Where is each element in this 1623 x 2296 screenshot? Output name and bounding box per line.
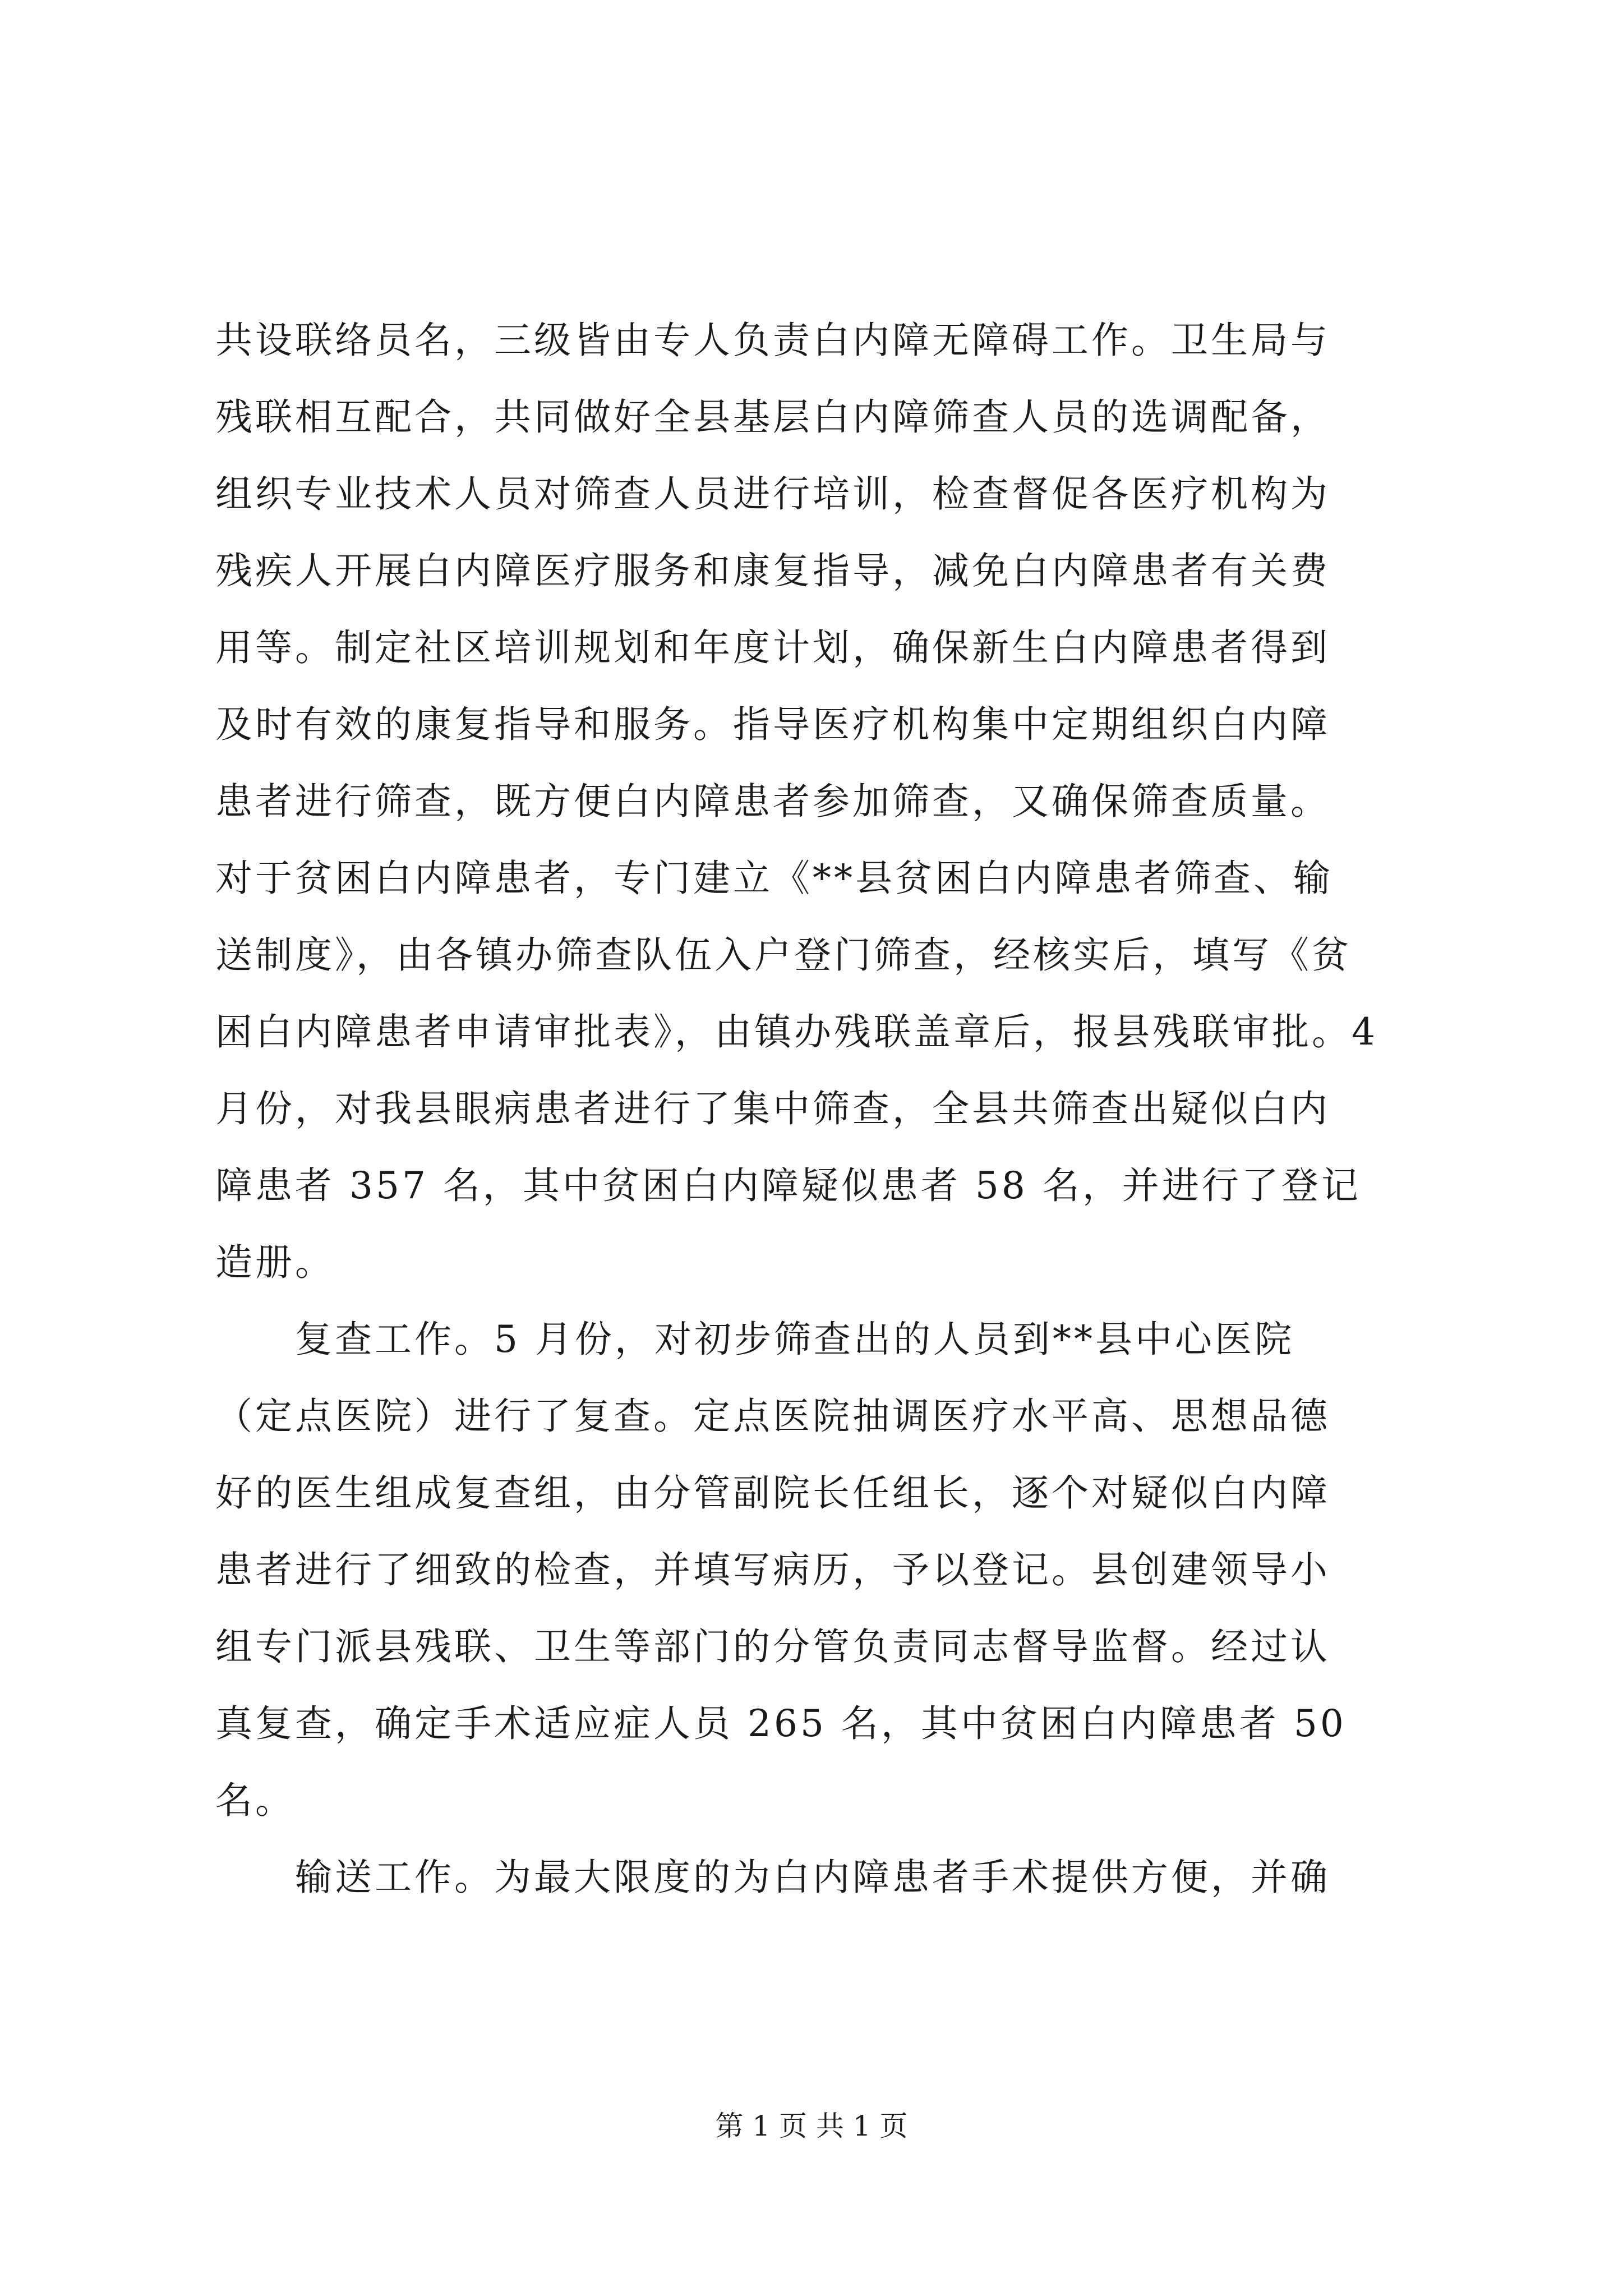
page-footer: 第 1 页 共 1 页	[715, 2110, 908, 2142]
text-line: 患者进行筛查，既方便白内障患者参加筛查，又确保筛查质量。	[215, 780, 1330, 823]
text-line: 困白内障患者申请审批表》，由镇办残联盖章后，报县残联审批。4	[215, 1010, 1378, 1053]
text-line: 及时有效的康复指导和服务。指导医疗机构集中定期组织白内障	[215, 703, 1330, 746]
text-line: 共设联络员名，三级皆由专人负责白内障无障碍工作。卫生局与	[215, 319, 1330, 362]
document-body	[215, 302, 1438, 1916]
text-line: 对于贫困白内障患者，专门建立《**县贫困白内障患者筛查、输	[215, 857, 1333, 900]
text-line: 送制度》，由各镇办筛查队伍入户登门筛查，经核实后，填写《贫	[215, 933, 1352, 977]
text-line: 障患者 357 名，其中贫困白内障疑似患者 58 名，并进行了登记	[215, 1164, 1361, 1207]
text-line: 真复查，确定手术适应症人员 265 名，其中贫困白内障患者 50	[215, 1702, 1347, 1745]
text-line: 月份，对我县眼病患者进行了集中筛查，全县共筛查出疑似白内	[215, 1087, 1330, 1130]
text-line: 好的医生组成复查组，由分管副院长任组长，逐个对疑似白内障	[215, 1471, 1330, 1515]
text-line: （定点医院）进行了复查。定点医院抽调医疗水平高、思想品德	[215, 1395, 1330, 1438]
text-line: 组织专业技术人员对筛查人员进行培训，检查督促各医疗机构为	[215, 472, 1330, 516]
text-line: 造册。	[215, 1241, 335, 1284]
text-line: 用等。制定社区培训规划和年度计划，确保新生白内障患者得到	[215, 626, 1330, 669]
text-line: 组专门派县残联、卫生等部门的分管负责同志督导监督。经过认	[215, 1625, 1330, 1668]
text-line: 残疾人开展白内障医疗服务和康复指导，减免白内障患者有关费	[215, 549, 1330, 592]
text-line: 复查工作。5 月份，对初步筛查出的人员到**县中心医院	[215, 1318, 1294, 1361]
text-line: 残联相互配合，共同做好全县基层白内障筛查人员的选调配备，	[215, 395, 1330, 439]
text-line: 输送工作。为最大限度的为白内障患者手术提供方便，并确	[215, 1856, 1330, 1899]
text-line: 患者进行了细致的检查，并填写病历，予以登记。县创建领导小	[215, 1548, 1330, 1591]
text-line: 名。	[215, 1779, 295, 1822]
